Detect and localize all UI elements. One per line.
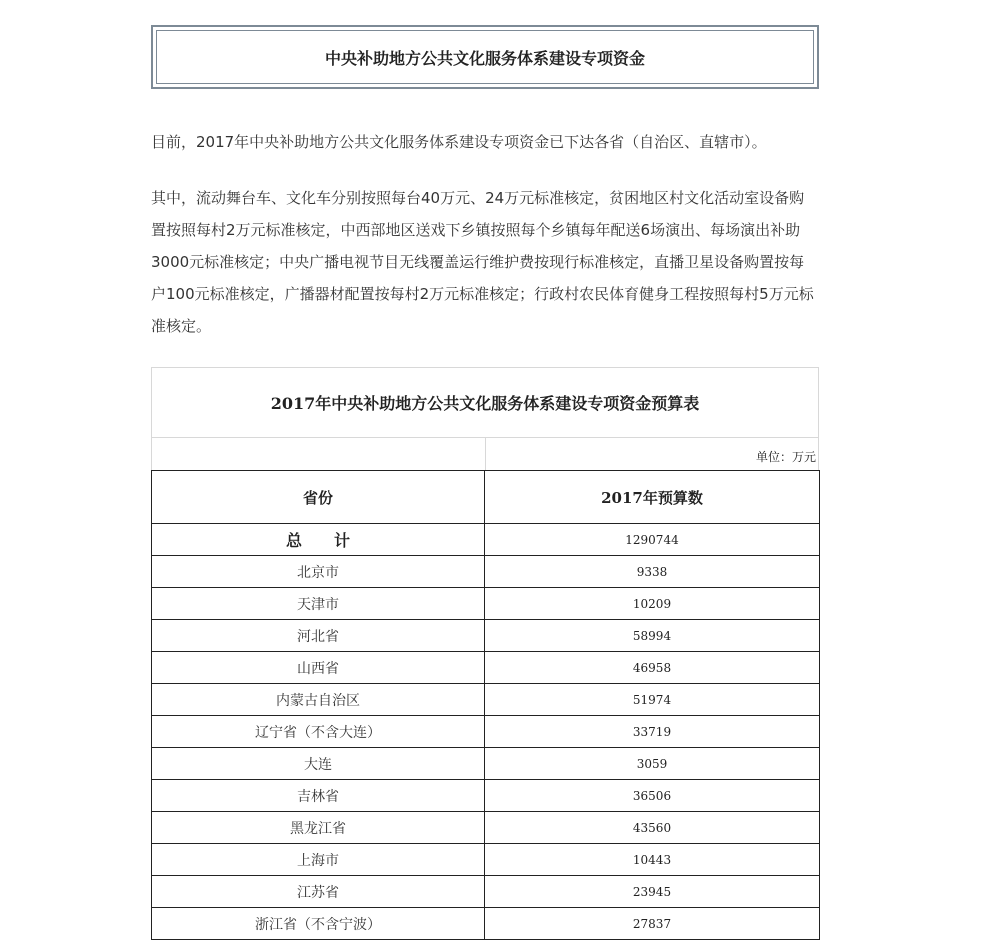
table-row — [152, 620, 820, 652]
unit-label: 单位：万元 — [755, 450, 816, 464]
budget-cell: 9338 — [485, 556, 820, 588]
province-cell: 内蒙古自治区 — [152, 684, 485, 716]
table-row — [152, 844, 820, 876]
table-header-row — [152, 471, 820, 524]
budget-table — [151, 470, 820, 940]
title-box — [151, 25, 819, 89]
province-cell: 上海市 — [152, 844, 485, 876]
budget-cell: 33719 — [485, 716, 820, 748]
total-label: 总 计 — [152, 524, 485, 556]
province-cell: 大连 — [152, 748, 485, 780]
province-cell: 浙江省（不含宁波） — [152, 908, 485, 940]
paragraph-intro: 目前，2017年中央补助地方公共文化服务体系建设专项资金已下达各省（自治区、直辖市）。 — [151, 133, 767, 151]
table-row-total — [152, 524, 820, 556]
province-cell: 天津市 — [152, 588, 485, 620]
table-caption-row — [151, 367, 819, 437]
province-cell: 山西省 — [152, 652, 485, 684]
budget-cell: 51974 — [485, 684, 820, 716]
paragraph-details: 其中，流动舞台车、文化车分别按照每台40万元、24万元标准核定，贫困地区村文化活动室设备购置按照每村2万元标准核定，中西部地区送戏下乡镇按照每个乡镇每年配送6场演出、每场演出补助3000元标准核定；中央广播电视节目无线覆盖运行维护费按现行标准核定，直播卫星设备购置按每户100元标准核定，广播器材配置按每村2万元标准核定；行政村农民体育健身工程按照每村5万元标准核定。 — [151, 189, 814, 335]
table-row — [152, 652, 820, 684]
table-unit-row — [151, 437, 819, 470]
budget-cell: 23945 — [485, 876, 820, 908]
province-cell: 吉林省 — [152, 780, 485, 812]
table-row — [152, 780, 820, 812]
budget-cell: 46958 — [485, 652, 820, 684]
table-row — [152, 748, 820, 780]
budget-cell: 58994 — [485, 620, 820, 652]
table-row — [152, 588, 820, 620]
province-cell: 江苏省 — [152, 876, 485, 908]
province-cell: 北京市 — [152, 556, 485, 588]
table-row — [152, 908, 820, 940]
page-title: 中央补助地方公共文化服务体系建设专项资金 — [324, 48, 645, 68]
budget-cell: 36506 — [485, 780, 820, 812]
budget-cell: 27837 — [485, 908, 820, 940]
header-budget: 2017年预算数 — [485, 471, 820, 524]
province-cell: 河北省 — [152, 620, 485, 652]
header-province: 省份 — [152, 471, 485, 524]
budget-cell: 10443 — [485, 844, 820, 876]
table-row — [152, 876, 820, 908]
table-row — [152, 556, 820, 588]
table-row — [152, 812, 820, 844]
table-caption: 2017年中央补助地方公共文化服务体系建设专项资金预算表 — [270, 394, 700, 413]
province-cell: 黑龙江省 — [152, 812, 485, 844]
table-row — [152, 716, 820, 748]
total-value: 1290744 — [485, 524, 820, 556]
budget-cell: 10209 — [485, 588, 820, 620]
table-row — [152, 684, 820, 716]
province-cell: 辽宁省（不含大连） — [152, 716, 485, 748]
budget-cell: 43560 — [485, 812, 820, 844]
budget-cell: 3059 — [485, 748, 820, 780]
